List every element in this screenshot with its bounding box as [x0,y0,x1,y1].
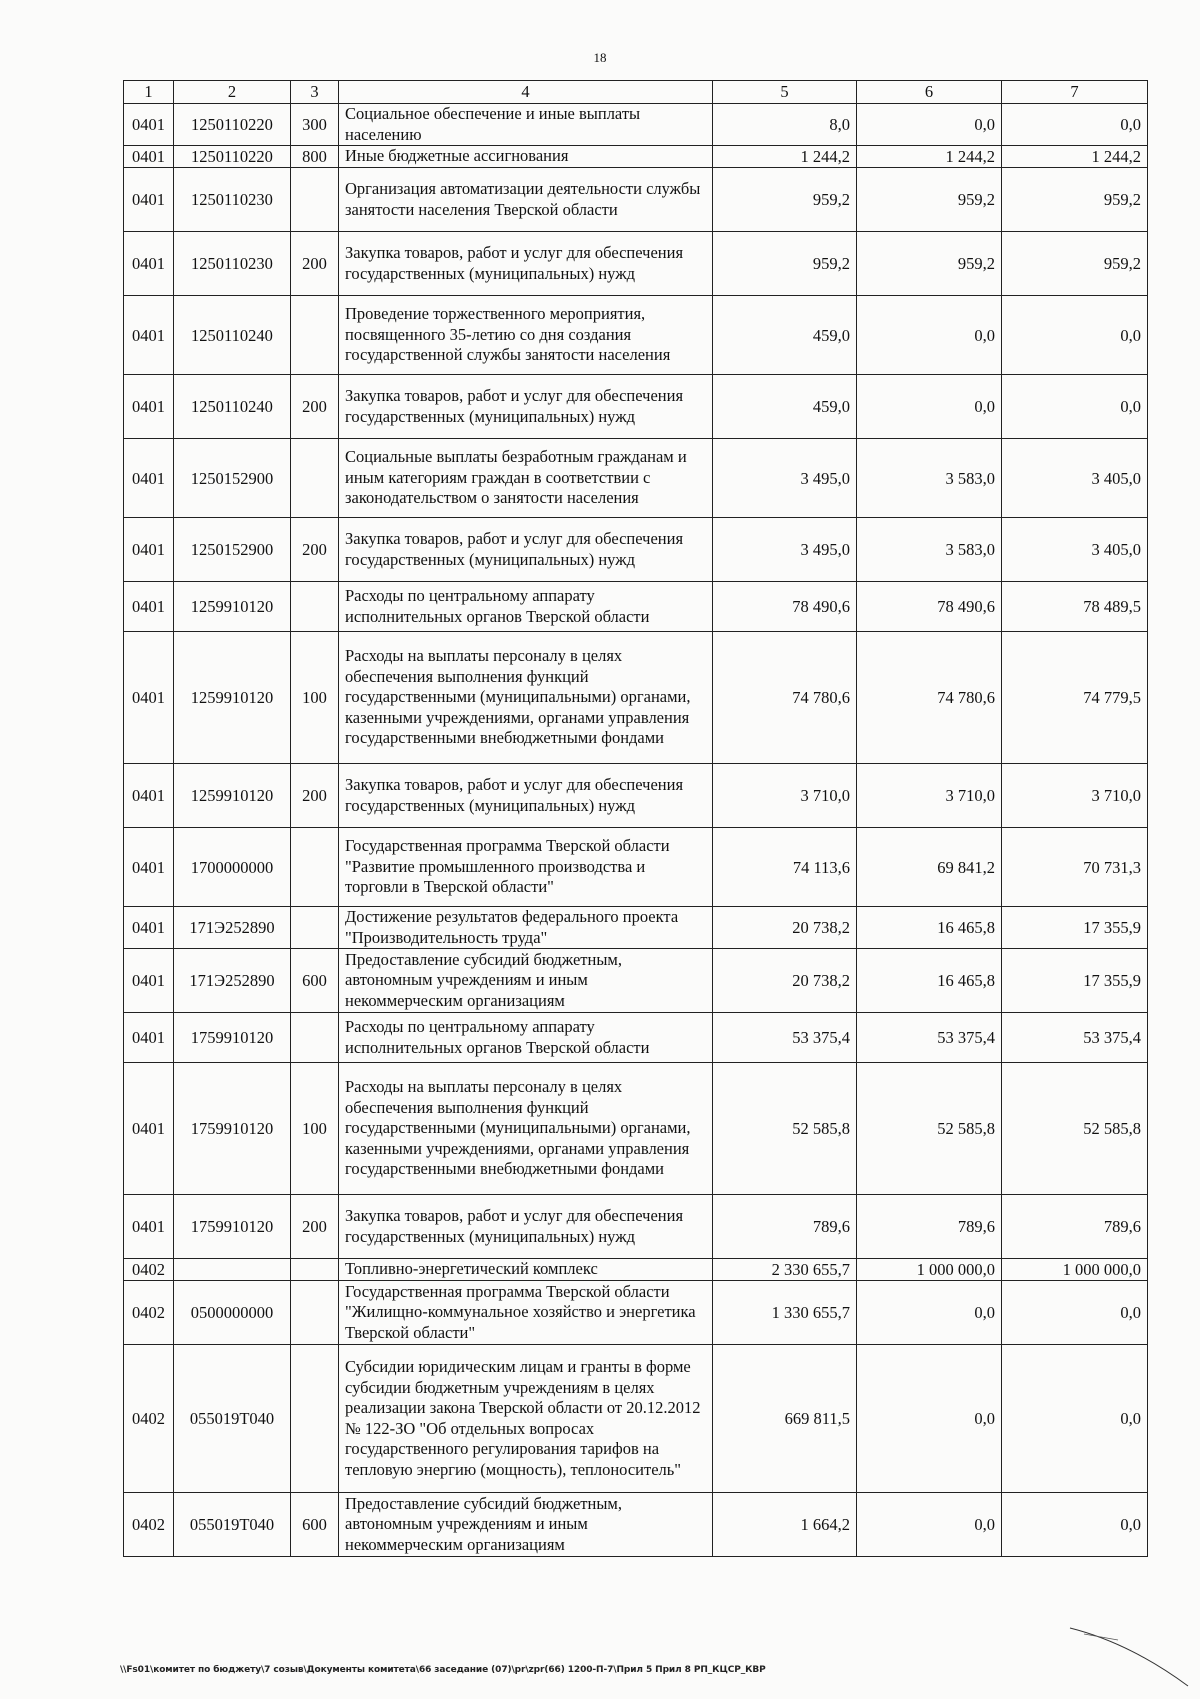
amount-col6-cell: 69 841,2 [857,828,1002,907]
expense-type-cell [291,168,339,232]
target-article-cell: 1250152900 [174,439,291,518]
amount-col7-cell: 0,0 [1002,1345,1148,1493]
section-code-cell: 0402 [124,1493,174,1557]
section-code-cell: 0401 [124,296,174,375]
expense-type-cell [291,439,339,518]
section-code-cell: 0401 [124,439,174,518]
table-row [124,232,1148,296]
amount-col5-cell: 959,2 [713,232,857,296]
scan-mark-bottom-right [1060,1620,1200,1699]
expense-name-cell: Закупка товаров, работ и услуг для обеспечения государственных (муниципальных) нужд [339,375,713,439]
amount-col5-cell: 669 811,5 [713,1345,857,1493]
amount-col7-cell: 959,2 [1002,232,1148,296]
page-number: 18 [593,50,607,65]
section-code-cell: 0401 [124,949,174,1013]
expense-name-cell: Закупка товаров, работ и услуг для обеспечения государственных (муниципальных) нужд [339,232,713,296]
expense-type-cell [291,582,339,632]
table-row [124,632,1148,764]
target-article-cell: 1759910120 [174,1195,291,1259]
amount-col6-cell: 0,0 [857,104,1002,146]
amount-col5-cell: 74 113,6 [713,828,857,907]
target-article-cell: 1759910120 [174,1013,291,1063]
amount-col6-cell: 0,0 [857,1345,1002,1493]
expense-name-cell: Государственная программа Тверской области "Жилищно-коммунальное хозяйство и энергетика Тверской области" [339,1281,713,1345]
section-code-cell: 0401 [124,582,174,632]
expense-type-cell [291,296,339,375]
amount-col5-cell: 459,0 [713,375,857,439]
table-row [124,375,1148,439]
table-row [124,582,1148,632]
table-row [124,828,1148,907]
table-row [124,949,1148,1013]
amount-col5-cell: 2 330 655,7 [713,1259,857,1281]
expense-name-cell: Государственная программа Тверской области "Развитие промышленного производства и торговли в Тверской области" [339,828,713,907]
amount-col6-cell: 0,0 [857,1493,1002,1557]
column-header: 1 [124,81,174,104]
target-article-cell: 055019Т040 [174,1345,291,1493]
expense-type-cell [291,1345,339,1493]
column-header: 5 [713,81,857,104]
amount-col7-cell: 0,0 [1002,104,1148,146]
table-row [124,146,1148,168]
expense-name-cell: Расходы по центральному аппарату исполнительных органов Тверской области [339,1013,713,1063]
table-header-row [124,81,1148,104]
amount-col5-cell: 789,6 [713,1195,857,1259]
section-code-cell: 0401 [124,907,174,949]
expense-type-cell [291,1013,339,1063]
expense-name-cell: Расходы по центральному аппарату исполнительных органов Тверской области [339,582,713,632]
amount-col5-cell: 52 585,8 [713,1063,857,1195]
amount-col7-cell: 3 710,0 [1002,764,1148,828]
table-row [124,907,1148,949]
column-header: 4 [339,81,713,104]
target-article-cell: 1250110240 [174,296,291,375]
expense-name-cell: Предоставление субсидий бюджетным, автономным учреждениям и иным некоммерческим организациям [339,1493,713,1557]
amount-col6-cell: 0,0 [857,1281,1002,1345]
table-row [124,104,1148,146]
section-code-cell: 0401 [124,764,174,828]
target-article-cell: 1250110240 [174,375,291,439]
amount-col6-cell: 74 780,6 [857,632,1002,764]
expense-name-cell: Организация автоматизации деятельности службы занятости населения Тверской области [339,168,713,232]
amount-col6-cell: 959,2 [857,232,1002,296]
amount-col6-cell: 0,0 [857,296,1002,375]
expense-type-cell: 200 [291,1195,339,1259]
amount-col5-cell: 20 738,2 [713,949,857,1013]
amount-col5-cell: 459,0 [713,296,857,375]
amount-col6-cell: 3 583,0 [857,439,1002,518]
target-article-cell: 1250110220 [174,104,291,146]
section-code-cell: 0401 [124,375,174,439]
section-code-cell: 0401 [124,518,174,582]
amount-col5-cell: 3 495,0 [713,518,857,582]
section-code-cell: 0401 [124,1063,174,1195]
expense-type-cell [291,1281,339,1345]
target-article-cell: 0500000000 [174,1281,291,1345]
section-code-cell: 0401 [124,168,174,232]
amount-col7-cell: 0,0 [1002,1281,1148,1345]
expense-type-cell: 200 [291,764,339,828]
target-article-cell: 1250152900 [174,518,291,582]
target-article-cell: 1250110230 [174,168,291,232]
table-row [124,1345,1148,1493]
table-row [124,1259,1148,1281]
amount-col7-cell: 17 355,9 [1002,949,1148,1013]
amount-col7-cell: 53 375,4 [1002,1013,1148,1063]
amount-col6-cell: 16 465,8 [857,907,1002,949]
amount-col6-cell: 1 000 000,0 [857,1259,1002,1281]
expense-name-cell: Расходы на выплаты персоналу в целях обеспечения выполнения функций государственными (муниципальными) органами, казенными учреждениями, органами управления государственными внебюджетными фондами [339,1063,713,1195]
target-article-cell: 171Э252890 [174,949,291,1013]
section-code-cell: 0401 [124,146,174,168]
amount-col5-cell: 1 330 655,7 [713,1281,857,1345]
amount-col7-cell: 52 585,8 [1002,1063,1148,1195]
amount-col7-cell: 3 405,0 [1002,439,1148,518]
amount-col6-cell: 3 583,0 [857,518,1002,582]
table-row [124,1013,1148,1063]
table-row [124,296,1148,375]
table-row [124,1063,1148,1195]
expense-name-cell: Предоставление субсидий бюджетным, автономным учреждениям и иным некоммерческим организациям [339,949,713,1013]
table-row [124,1493,1148,1557]
amount-col6-cell: 16 465,8 [857,949,1002,1013]
table-row [124,1281,1148,1345]
table-row [124,168,1148,232]
amount-col7-cell: 959,2 [1002,168,1148,232]
expense-type-cell: 200 [291,375,339,439]
amount-col5-cell: 1 244,2 [713,146,857,168]
expense-type-cell: 100 [291,1063,339,1195]
amount-col7-cell: 3 405,0 [1002,518,1148,582]
amount-col7-cell: 17 355,9 [1002,907,1148,949]
section-code-cell: 0402 [124,1281,174,1345]
expense-name-cell: Социальные выплаты безработным гражданам и иным категориям граждан в соответствии с законодательством о занятости населения [339,439,713,518]
expense-name-cell: Субсидии юридическим лицам и гранты в форме субсидии бюджетным учреждениям в целях реализации закона Тверской области от 20.12.2012 № 122-ЗО "Об отдельных вопросах государственного регулирования тарифов на тепловую энергию (мощность), теплоноситель" [339,1345,713,1493]
expense-type-cell: 100 [291,632,339,764]
expense-name-cell: Достижение результатов федерального проекта "Производительность труда" [339,907,713,949]
amount-col7-cell: 0,0 [1002,296,1148,375]
expense-name-cell: Иные бюджетные ассигнования [339,146,713,168]
amount-col5-cell: 53 375,4 [713,1013,857,1063]
target-article-cell: 1259910120 [174,632,291,764]
expense-type-cell [291,828,339,907]
section-code-cell: 0401 [124,104,174,146]
amount-col5-cell: 3 710,0 [713,764,857,828]
expense-type-cell [291,907,339,949]
expense-name-cell: Расходы на выплаты персоналу в целях обеспечения выполнения функций государственными (муниципальными) органами, казенными учреждениями, органами управления государственными внебюджетными фондами [339,632,713,764]
table-row [124,518,1148,582]
section-code-cell: 0401 [124,232,174,296]
amount-col6-cell: 3 710,0 [857,764,1002,828]
expense-type-cell: 600 [291,1493,339,1557]
amount-col6-cell: 1 244,2 [857,146,1002,168]
budget-table [123,80,1148,1557]
column-header: 2 [174,81,291,104]
section-code-cell: 0401 [124,632,174,764]
table-row [124,439,1148,518]
amount-col6-cell: 52 585,8 [857,1063,1002,1195]
amount-col5-cell: 78 490,6 [713,582,857,632]
amount-col7-cell: 1 244,2 [1002,146,1148,168]
amount-col5-cell: 959,2 [713,168,857,232]
amount-col5-cell: 3 495,0 [713,439,857,518]
target-article-cell: 1259910120 [174,582,291,632]
amount-col7-cell: 70 731,3 [1002,828,1148,907]
amount-col7-cell: 0,0 [1002,1493,1148,1557]
column-header: 3 [291,81,339,104]
target-article-cell: 171Э252890 [174,907,291,949]
expense-name-cell: Проведение торжественного мероприятия, посвященного 35-летию со дня создания государственной службы занятости населения [339,296,713,375]
amount-col6-cell: 0,0 [857,375,1002,439]
amount-col5-cell: 74 780,6 [713,632,857,764]
table-row [124,764,1148,828]
target-article-cell: 1759910120 [174,1063,291,1195]
target-article-cell [174,1259,291,1281]
column-header: 6 [857,81,1002,104]
amount-col6-cell: 789,6 [857,1195,1002,1259]
amount-col7-cell: 789,6 [1002,1195,1148,1259]
expense-type-cell [291,1259,339,1281]
amount-col6-cell: 959,2 [857,168,1002,232]
expense-name-cell: Социальное обеспечение и иные выплаты населению [339,104,713,146]
target-article-cell: 1700000000 [174,828,291,907]
amount-col6-cell: 53 375,4 [857,1013,1002,1063]
amount-col5-cell: 20 738,2 [713,907,857,949]
expense-type-cell: 300 [291,104,339,146]
section-code-cell: 0402 [124,1345,174,1493]
expense-name-cell: Закупка товаров, работ и услуг для обеспечения государственных (муниципальных) нужд [339,764,713,828]
amount-col7-cell: 78 489,5 [1002,582,1148,632]
footer-file-path: \\Fs01\комитет по бюджету\7 созыв\Документы комитета\66 заседание (07)\pr\zpr(66) 1200-П-7\Прил 5 Прил 8 РП_КЦСР_КВР [120,1665,766,1675]
expense-name-cell: Закупка товаров, работ и услуг для обеспечения государственных (муниципальных) нужд [339,518,713,582]
amount-col5-cell: 8,0 [713,104,857,146]
target-article-cell: 1250110220 [174,146,291,168]
amount-col7-cell: 1 000 000,0 [1002,1259,1148,1281]
section-code-cell: 0401 [124,1195,174,1259]
section-code-cell: 0401 [124,828,174,907]
amount-col5-cell: 1 664,2 [713,1493,857,1557]
amount-col7-cell: 0,0 [1002,375,1148,439]
column-header: 7 [1002,81,1148,104]
target-article-cell: 1250110230 [174,232,291,296]
table-row [124,1195,1148,1259]
target-article-cell: 1259910120 [174,764,291,828]
expense-type-cell: 200 [291,232,339,296]
target-article-cell: 055019Т040 [174,1493,291,1557]
expense-name-cell: Топливно-энергетический комплекс [339,1259,713,1281]
expense-name-cell: Закупка товаров, работ и услуг для обеспечения государственных (муниципальных) нужд [339,1195,713,1259]
section-code-cell: 0401 [124,1013,174,1063]
expense-type-cell: 800 [291,146,339,168]
section-code-cell: 0402 [124,1259,174,1281]
expense-type-cell: 600 [291,949,339,1013]
amount-col7-cell: 74 779,5 [1002,632,1148,764]
amount-col6-cell: 78 490,6 [857,582,1002,632]
expense-type-cell: 200 [291,518,339,582]
